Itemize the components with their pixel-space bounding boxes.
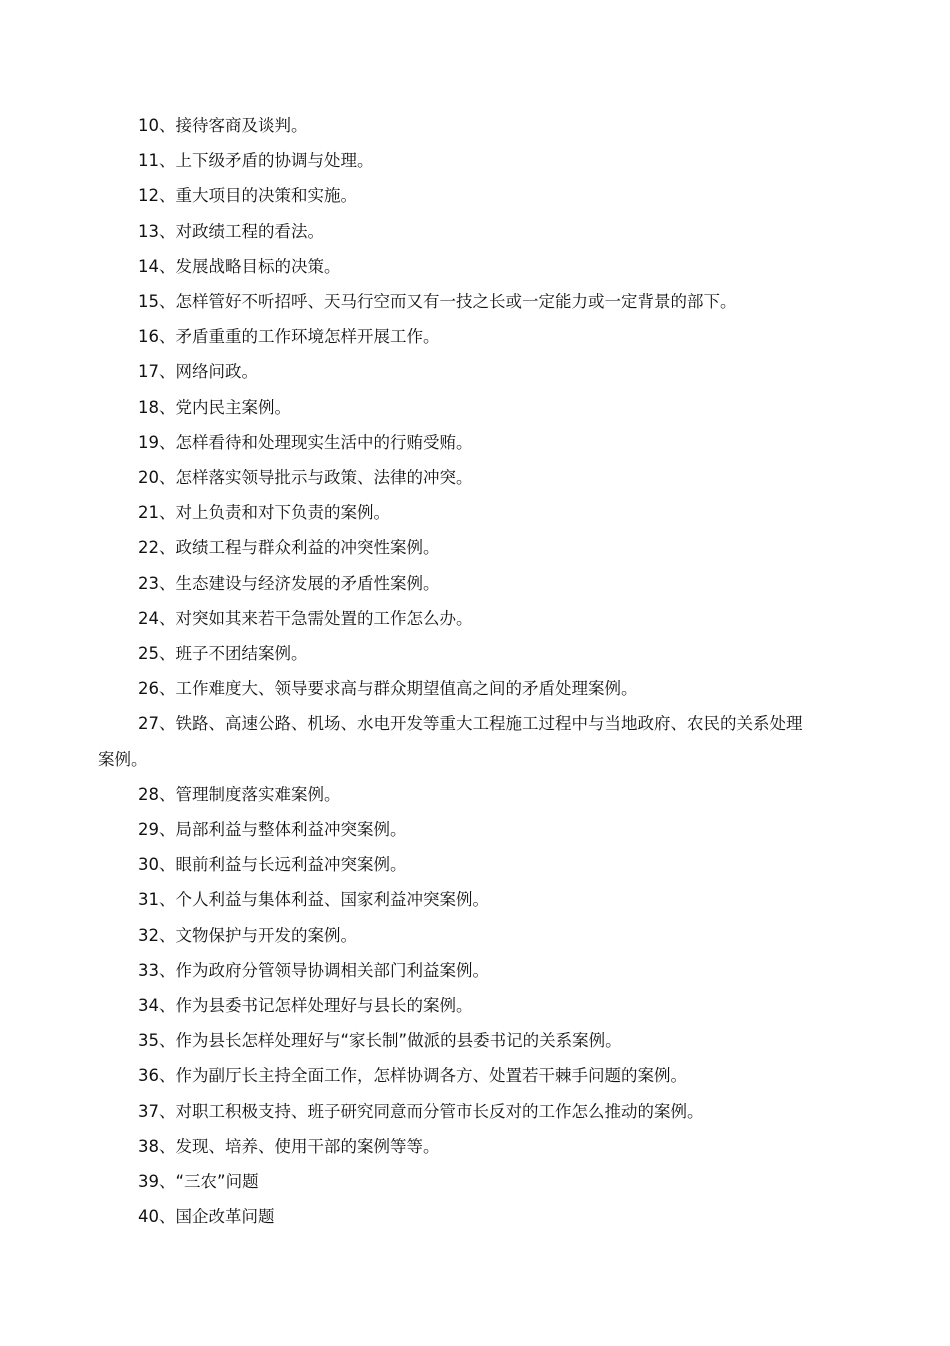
list-item: 28、管理制度落实难案例。	[138, 784, 341, 804]
list-item: 16、矛盾重重的工作环境怎样开展工作。	[138, 327, 440, 347]
list-item: 19、怎样看待和处理现实生活中的行贿受贿。	[138, 432, 473, 452]
list-item: 26、工作难度大、领导要求高与群众期望值高之间的矛盾处理案例。	[138, 679, 638, 699]
list-item: 33、作为政府分管领导协调相关部门利益案例。	[138, 960, 489, 980]
list-item: 15、怎样管好不听招呼、天马行空而又有一技之长或一定能力或一定背景的部下。	[138, 292, 737, 312]
case-topic-list	[98, 108, 818, 1235]
list-item: 17、网络问政。	[138, 362, 258, 382]
list-item: 20、怎样落实领导批示与政策、法律的冲突。	[138, 468, 473, 488]
list-item: 22、政绩工程与群众利益的冲突性案例。	[138, 538, 440, 558]
list-item: 11、上下级矛盾的协调与处理。	[138, 151, 374, 171]
list-item: 36、作为副厅长主持全面工作，怎样协调各方、处置若干棘手问题的案例。	[138, 1066, 687, 1086]
list-item: 34、作为县委书记怎样处理好与县长的案例。	[138, 996, 473, 1016]
list-item: 23、生态建设与经济发展的矛盾性案例。	[138, 573, 440, 593]
list-item: 25、班子不团结案例。	[138, 644, 308, 664]
list-item: 24、对突如其来若干急需处置的工作怎么办。	[138, 608, 473, 628]
list-item: 12、重大项目的决策和实施。	[138, 186, 357, 206]
list-item: 21、对上负责和对下负责的案例。	[138, 503, 390, 523]
list-item: 13、对政绩工程的看法。	[138, 221, 324, 241]
list-item: 18、党内民主案例。	[138, 397, 291, 417]
list-item: 29、局部利益与整体利益冲突案例。	[138, 820, 407, 840]
list-item: 32、文物保护与开发的案例。	[138, 925, 357, 945]
list-item: 31、个人利益与集体利益、国家利益冲突案例。	[138, 890, 489, 910]
list-item: 40、国企改革问题	[138, 1207, 275, 1227]
list-item: 37、对职工积极支持、班子研究同意而分管市长反对的工作怎么推动的案例。	[138, 1101, 704, 1121]
list-item: 27、铁路、高速公路、机场、水电开发等重大工程施工过程中与当地政府、农民的关系处理案例。	[98, 714, 803, 769]
list-item: 39、“三农”问题	[138, 1172, 259, 1192]
list-item: 38、发现、培养、使用干部的案例等等。	[138, 1136, 440, 1156]
list-item: 30、眼前利益与长远利益冲突案例。	[138, 855, 407, 875]
list-item: 35、作为县长怎样处理好与“家长制”做派的县委书记的关系案例。	[138, 1031, 622, 1051]
list-item: 14、发展战略目标的决策。	[138, 256, 341, 276]
list-item: 10、接待客商及谈判。	[138, 116, 308, 135]
